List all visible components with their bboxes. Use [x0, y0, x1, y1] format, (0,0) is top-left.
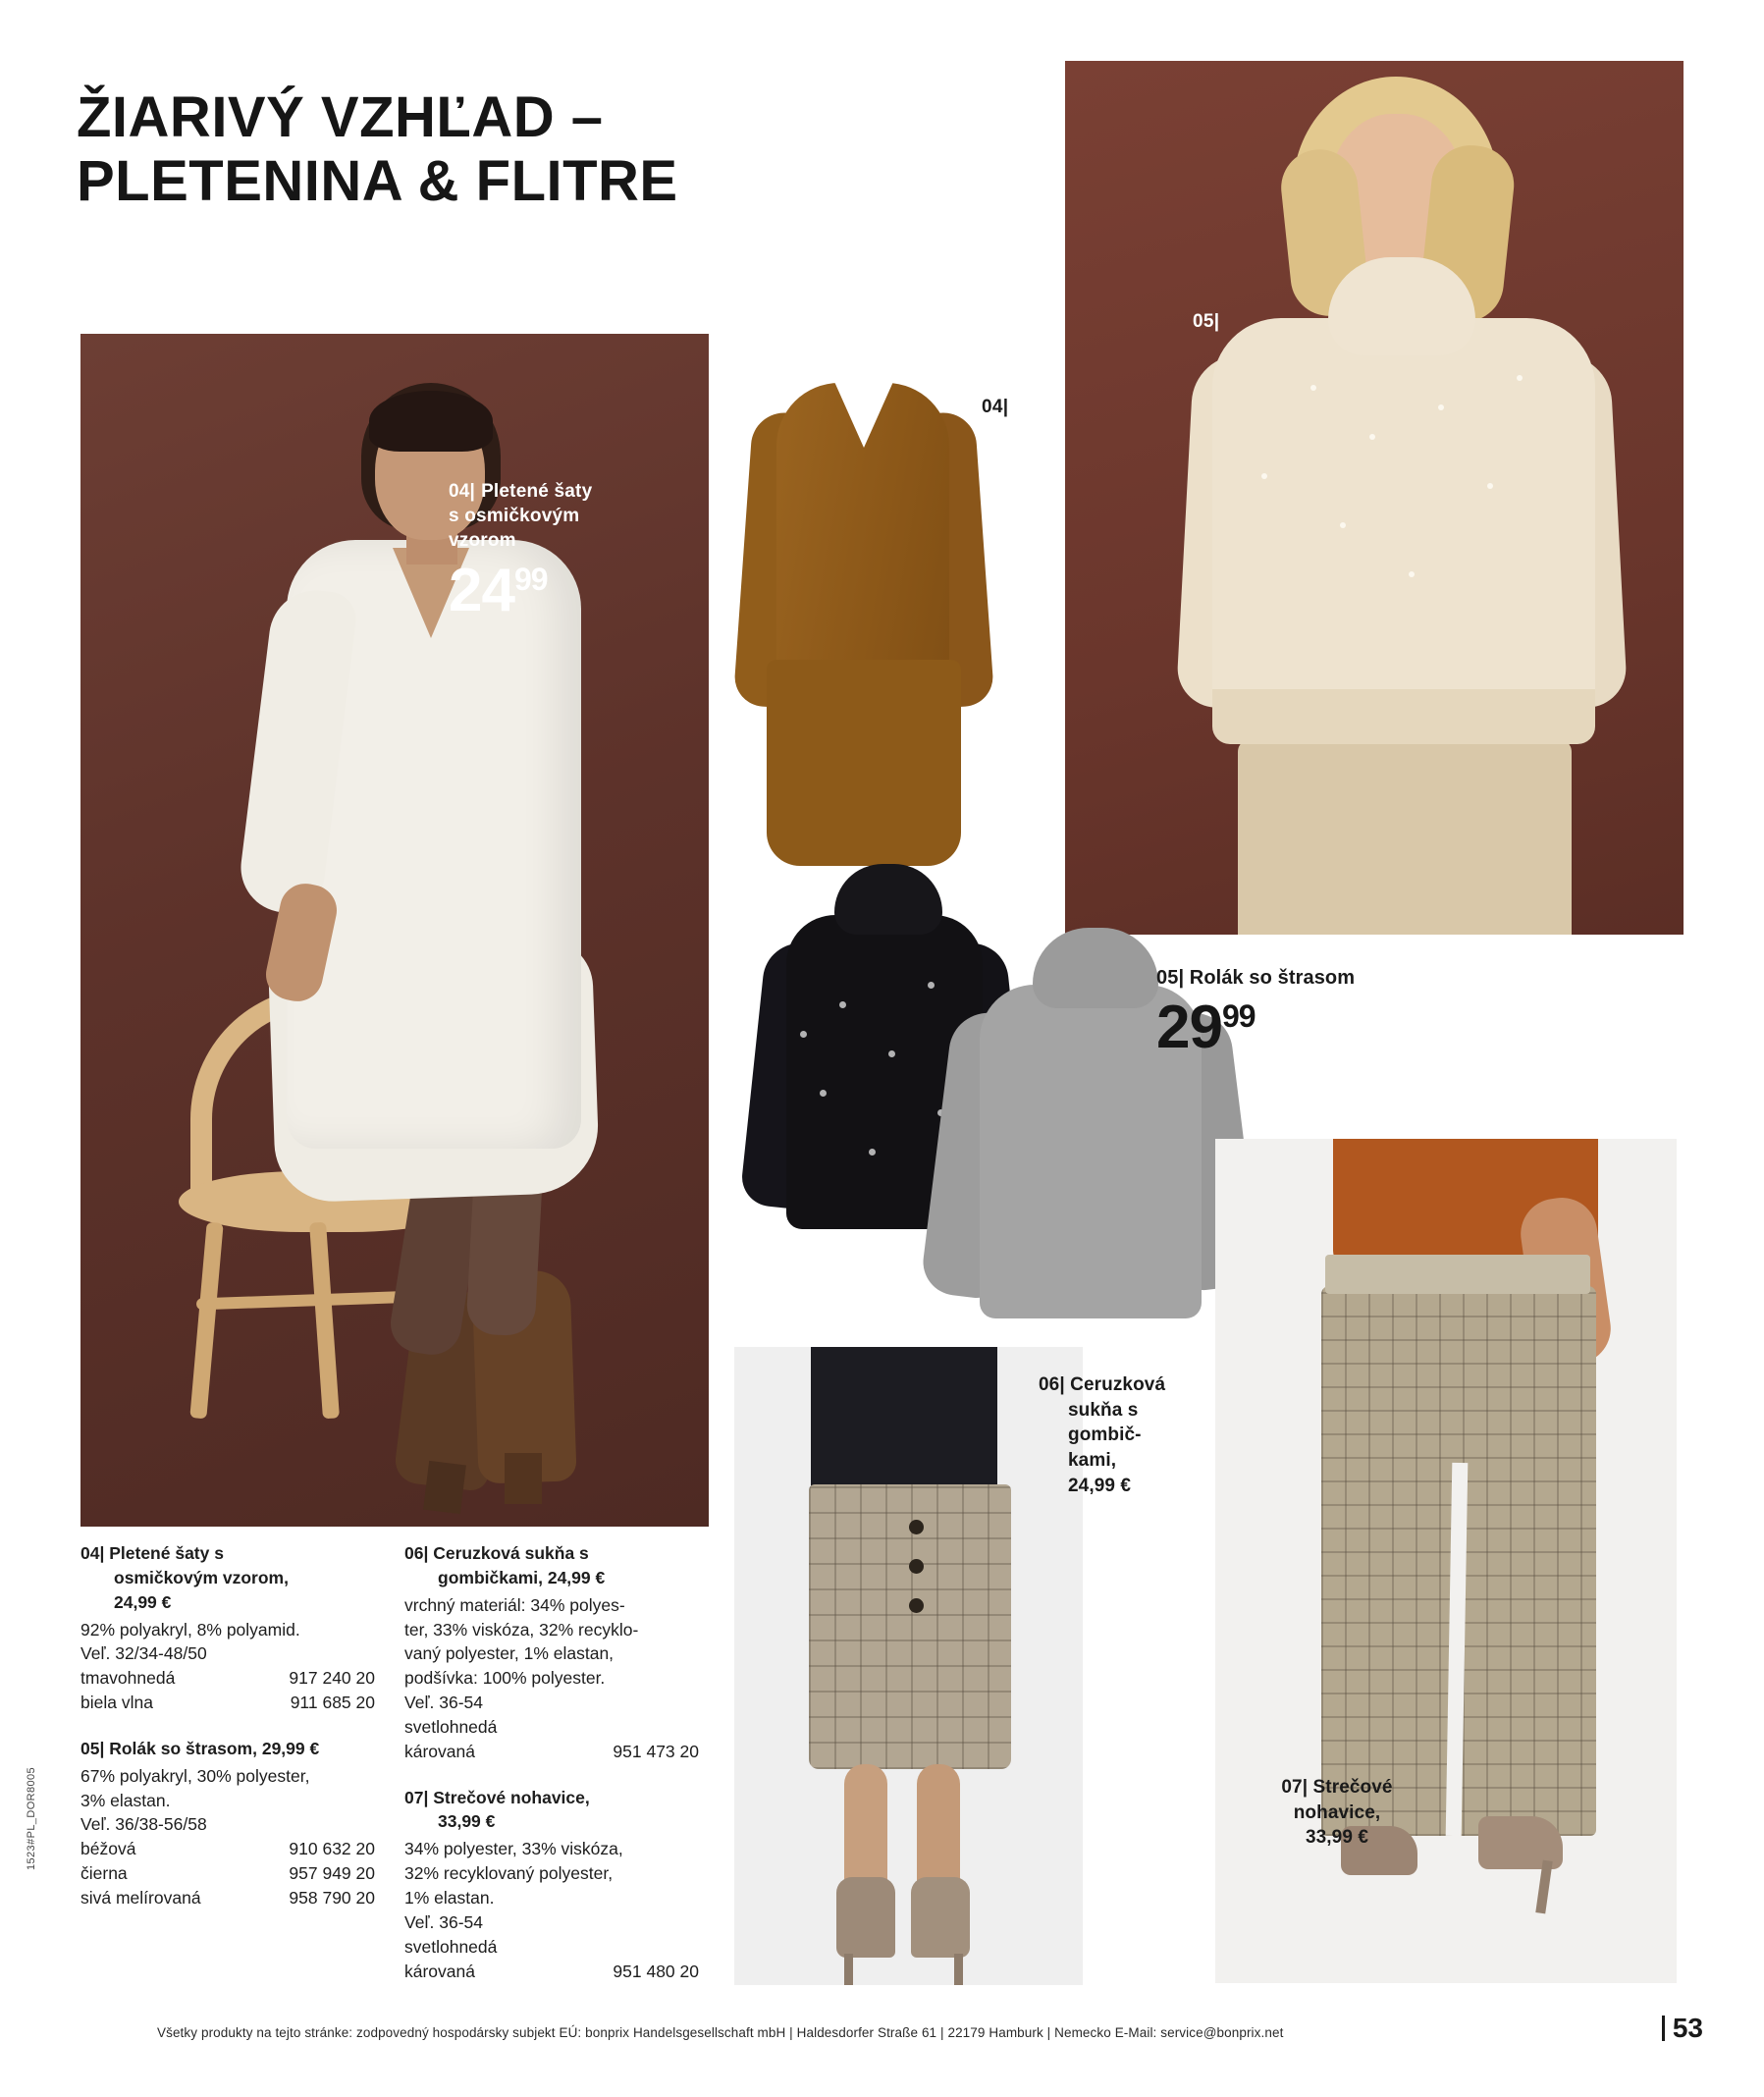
caption-07-line1: 07| Strečové	[1281, 1777, 1393, 1798]
page-title	[77, 86, 921, 214]
rhinestone	[1409, 571, 1415, 577]
chair-leg	[309, 1222, 340, 1420]
caption-07	[1239, 1775, 1435, 1851]
product-details-04-heading-line1: 04| Pletené šaty s	[80, 1543, 224, 1563]
page-number	[1662, 2013, 1703, 2044]
product-photo-knitted-dress	[80, 334, 709, 1527]
variant-code: 910 632 20	[289, 1839, 375, 1859]
product-details-04-heading	[80, 1541, 395, 1615]
item-number-04: 04|	[982, 397, 1009, 417]
rhinestone	[800, 1031, 807, 1038]
product-photo-pencil-skirt-model	[734, 1347, 1083, 1985]
caption-06-line3: gombič-	[1068, 1425, 1142, 1446]
boot-heel-right	[954, 1954, 963, 1985]
boot-heel-left	[844, 1954, 853, 1985]
product-details-06-desc-5: Veľ. 36-54	[404, 1693, 484, 1713]
skirt-button	[909, 1598, 924, 1613]
product-details-06-desc-1: vrchný materiál: 34% polyes-	[404, 1594, 625, 1615]
product-details-04-heading-line3: 24,99 €	[114, 1591, 172, 1612]
caption-06	[1039, 1372, 1205, 1498]
product-details-06-desc-4: podšívka: 100% polyester.	[404, 1668, 606, 1689]
caption-07-line3: 33,99 €	[1305, 1827, 1369, 1849]
ankle-boot-left	[836, 1877, 895, 1958]
product-variant-row	[80, 1837, 375, 1861]
product-details-04-desc-2: Veľ. 32/34-48/50	[80, 1643, 207, 1664]
product-details-07-desc-4: Veľ. 36-54	[404, 1911, 484, 1932]
variant-color: svetlohnedá	[404, 1716, 498, 1737]
trousers-waistband	[1325, 1255, 1590, 1294]
variant-color: čierna	[80, 1863, 128, 1884]
product-details-05-heading	[80, 1737, 395, 1761]
caption-06-line5: 24,99 €	[1068, 1475, 1132, 1496]
product-details-07-heading-line1: 07| Strečové nohavice,	[404, 1787, 590, 1807]
product-details-05-heading-line1: 05| Rolák so štrasom, 29,99 €	[80, 1738, 320, 1758]
product-details-05-desc-1: 67% polyakryl, 30% polyester,	[80, 1765, 310, 1786]
price-04-euros: 24	[449, 557, 514, 625]
rhinestone	[1438, 404, 1444, 410]
price-callout-04-number: 04|	[449, 481, 476, 502]
price-callout-04-line1: Pletené šaty	[481, 481, 593, 502]
caption-06-line1: 06| Ceruzková	[1039, 1374, 1166, 1395]
item-number-05-overlay: 05|	[1193, 311, 1220, 332]
product-photo-brown-knitted-dress	[722, 365, 1009, 876]
variant-color: sivá melírovaná	[80, 1887, 201, 1908]
product-details-07-desc-2: 32% recyklovaný polyester,	[404, 1863, 614, 1884]
beige-sweater-hem	[1212, 689, 1595, 744]
rhinestone	[869, 1149, 876, 1156]
product-details-05-desc-2: 3% elastan.	[80, 1790, 171, 1810]
price-callout-05-amount	[1156, 994, 1355, 1061]
price-05-cents: 99	[1221, 998, 1256, 1034]
product-details-column-left	[80, 1541, 395, 1932]
rhinestone	[1261, 473, 1267, 479]
product-details-column-mid	[404, 1541, 719, 2005]
caption-06-line4: kami,	[1068, 1449, 1117, 1471]
beige-sweater-collar	[1328, 257, 1475, 355]
skirt-model-top	[811, 1347, 997, 1504]
variant-code: 917 240 20	[289, 1668, 375, 1689]
price-callout-04	[449, 479, 593, 625]
product-variant-row	[80, 1691, 375, 1715]
rhinestone	[1517, 375, 1523, 381]
price-callout-04-label	[449, 479, 592, 553]
page-number-value: 53	[1672, 2013, 1703, 2043]
product-details-04	[80, 1541, 395, 1715]
price-callout-04-line3: vzorom	[449, 530, 516, 552]
product-photo-beige-turtleneck-model	[1065, 61, 1684, 935]
price-callout-05-label: 05| Rolák so štrasom	[1156, 967, 1356, 989]
variant-color: biela vlna	[80, 1693, 153, 1713]
variant-code: 911 685 20	[290, 1693, 375, 1713]
product-details-07	[404, 1786, 719, 1984]
variant-code: 951 480 20	[613, 1961, 699, 1981]
product-details-05	[80, 1737, 395, 1910]
variant-color: béžová	[80, 1839, 136, 1859]
price-05-euros: 29	[1156, 994, 1222, 1061]
product-details-07-desc-3: 1% elastan.	[404, 1887, 495, 1908]
product-variant-row	[404, 1740, 699, 1764]
product-details-06	[404, 1541, 719, 1764]
model2-trousers	[1238, 738, 1572, 935]
variant-color: svetlohnedá	[404, 1936, 498, 1957]
product-details-06-desc-2: ter, 33% viskóza, 32% recyklo-	[404, 1619, 639, 1640]
rhinestone	[1310, 385, 1316, 391]
product-photo-stretch-trousers-model	[1215, 1139, 1677, 1983]
caption-07-line2: nohavice,	[1293, 1801, 1381, 1823]
product-details-06-desc-3: vaný polyester, 1% elastan,	[404, 1643, 615, 1664]
side-print-code: 1523#PL_DOR8005	[26, 1766, 37, 1870]
product-variant-row	[80, 1666, 375, 1691]
grey-sweater-collar	[1033, 928, 1158, 1008]
beige-sweater-body	[1212, 318, 1595, 740]
variant-color: károvaná	[404, 1741, 475, 1761]
model-heel-right	[505, 1453, 542, 1504]
model-heel-left	[423, 1461, 466, 1514]
product-details-06-heading	[404, 1541, 719, 1590]
footer-legal-text: Všetky produkty na tejto stránke: zodpovedný hospodársky subjekt EÚ: bonprix Handelsgesellschaft mbH | Haldesdorfer Straße 61 | 22179 Hamburk | Nemecko E-Mail: service@bonprix.net	[157, 2025, 1284, 2040]
page-number-bar	[1662, 2016, 1665, 2041]
product-details-06-heading-line1: 06| Ceruzková sukňa s	[404, 1543, 589, 1563]
price-callout-04-amount	[449, 557, 592, 625]
price-callout-05	[1156, 967, 1356, 1061]
price-04-cents: 99	[513, 562, 548, 598]
ankle-boot-right	[911, 1877, 970, 1958]
black-sweater-collar	[834, 864, 942, 935]
product-details-07-desc-1: 34% polyester, 33% viskóza,	[404, 1839, 623, 1859]
product-details-06-heading-line2: gombičkami, 24,99 €	[438, 1567, 606, 1587]
variant-color: tmavohnedá	[80, 1668, 176, 1689]
product-details-05-desc-3: Veľ. 36/38-56/58	[80, 1814, 207, 1835]
model-hair-front	[369, 391, 493, 452]
product-variant-row	[404, 1960, 699, 1984]
product-details-04-heading-line2: osmičkovým vzorom,	[114, 1567, 289, 1587]
rhinestone	[820, 1090, 827, 1097]
variant-code: 951 473 20	[613, 1741, 699, 1761]
variant-code: 957 949 20	[289, 1863, 375, 1884]
product-variant-row	[80, 1861, 375, 1886]
variant-color: károvaná	[404, 1961, 475, 1981]
product-details-07-heading-line2: 33,99 €	[438, 1811, 496, 1832]
page-title-line1: ŽIARIVÝ VZHĽAD –	[77, 85, 604, 149]
product-variant-row	[80, 1886, 375, 1910]
rhinestone	[839, 1001, 846, 1008]
rhinestone	[888, 1050, 895, 1057]
rhinestone	[1487, 483, 1493, 489]
product-details-07-heading	[404, 1786, 719, 1835]
caption-06-line2: sukňa s	[1068, 1399, 1139, 1421]
price-callout-04-line2: s osmičkovým	[449, 506, 580, 527]
rhinestone	[1369, 434, 1375, 440]
brown-dress-skirt	[767, 660, 961, 866]
skirt-button	[909, 1559, 924, 1574]
page-title-line2: PLETENINA & FLITRE	[77, 148, 678, 213]
chair-leg	[189, 1222, 223, 1420]
product-details-04-desc-1: 92% polyakryl, 8% polyamid.	[80, 1619, 300, 1640]
variant-code: 958 790 20	[289, 1887, 375, 1908]
rhinestone	[1340, 522, 1346, 528]
skirt-button	[909, 1520, 924, 1534]
